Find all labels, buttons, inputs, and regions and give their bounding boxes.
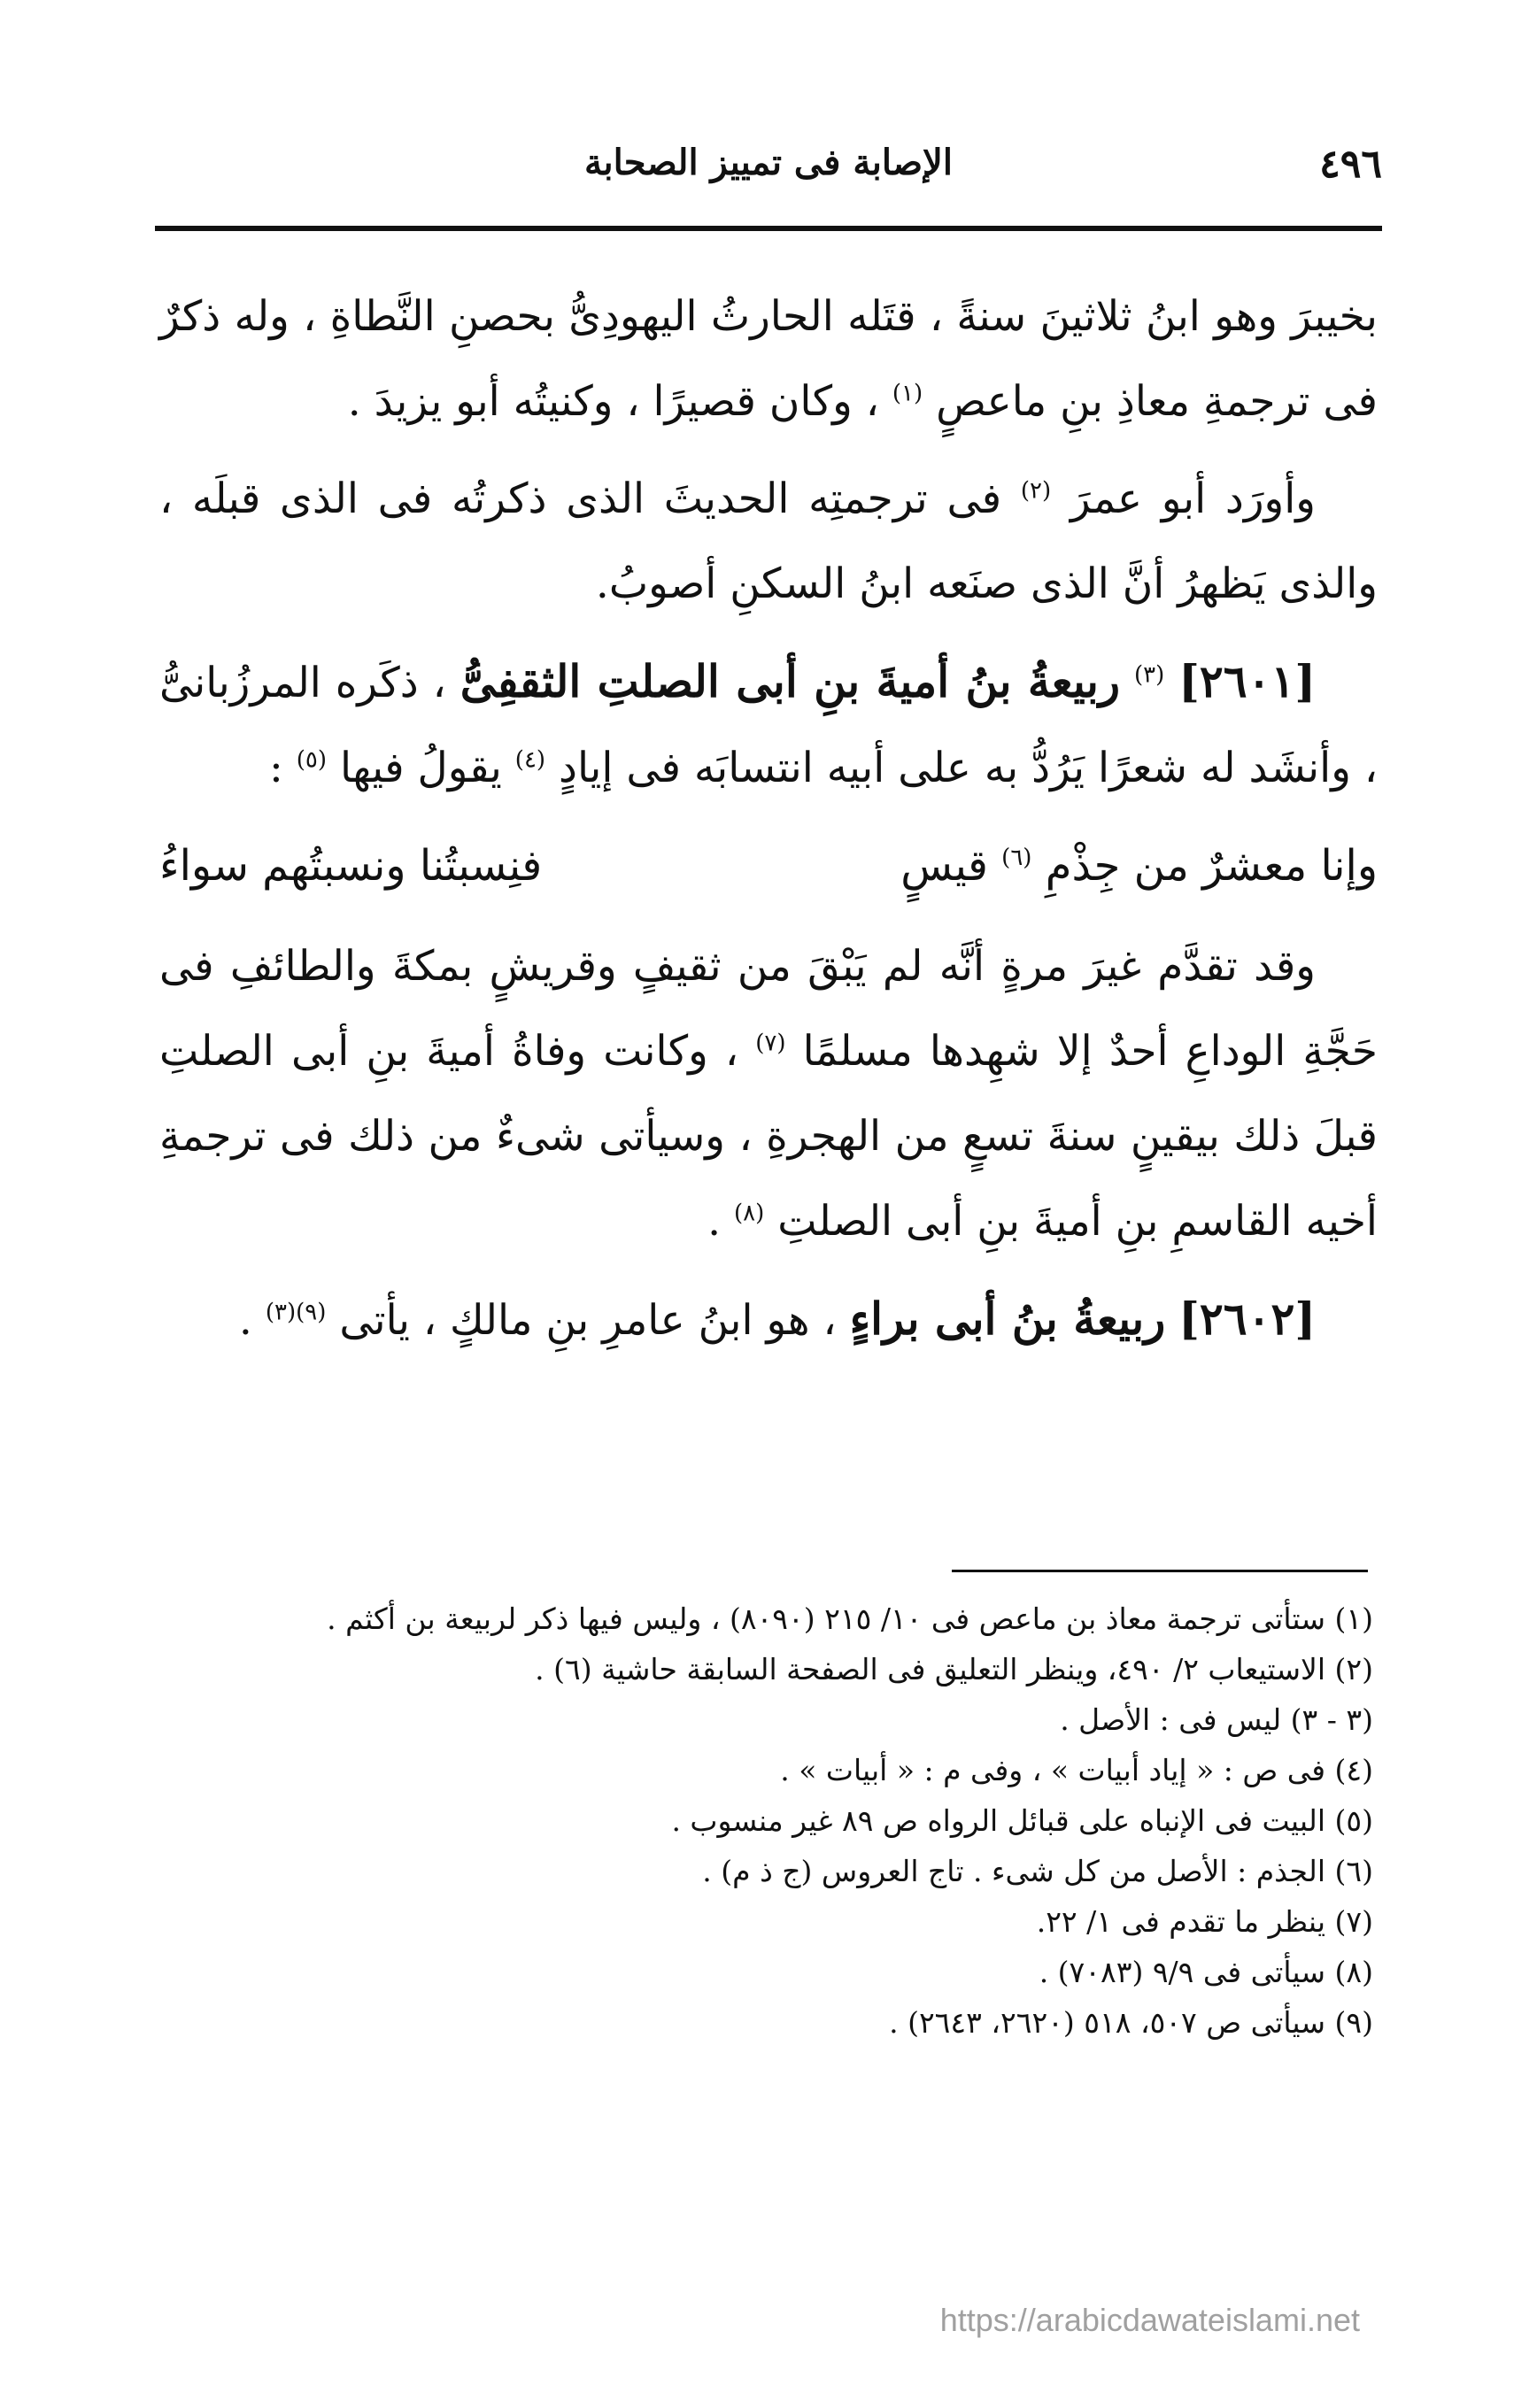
poem-verse: [159, 823, 1378, 908]
poem-text: وإنا معشرٌ من جِذْمِ: [1045, 841, 1378, 891]
watermark-url: https://arabicdawateislami.net: [939, 2302, 1360, 2338]
entry-2601: [159, 639, 1378, 811]
header-rule: [155, 226, 1382, 231]
paragraph-1: [159, 274, 1378, 444]
paragraph-text: .: [707, 1197, 722, 1246]
paragraph-text: وأورَد أبو عمرَ: [1070, 475, 1316, 523]
footnote-ref[interactable]: (٨): [734, 1200, 765, 1227]
footnote-ref[interactable]: (٦): [1001, 845, 1032, 871]
entry-text: .: [238, 1296, 252, 1345]
paragraph-text: ، وكانت وفاةُ أميةَ بنِ أبى الصلتِ قبلَ ذلك بيقينٍ سنةَ تسعٍ من الهجرةِ ، وسيأتى شىءٌ من ذلك فى ترجمةِ أخيه القاسمِ بنِ أميةَ بنِ أبى الصلتِ: [159, 1027, 1378, 1246]
footnote-7: (٧) ينظر ما تقدم فى ١/ ٢٢.: [1036, 1904, 1373, 1939]
footnote-9: (٩) سيأتى ص ٥٠٧، ٥١٨ (٢٦٢٠، ٢٦٤٣) .: [889, 2005, 1373, 2040]
entry-name: ربيعةُ بنُ أبى براءٍ: [849, 1293, 1166, 1345]
footnote-1: (١) ستأتى ترجمة معاذ بن ماعص فى ١٠/ ٢١٥ (٨٠٩٠) ، وليس فيها ذكر لربيعة بن أكثم .: [327, 1601, 1373, 1636]
entry-text: يقولُ فيها: [339, 744, 502, 792]
footnote-ref[interactable]: (٧): [755, 1030, 786, 1057]
footnote-ref[interactable]: (٩)(٣): [265, 1299, 327, 1326]
paragraph-text: ، وكان قصيرًا ، وكنيتُه أبو يزيدَ .: [347, 377, 879, 426]
footnote-2: (٢) الاستيعاب ٢/ ٤٩٠، وينظر التعليق فى الصفحة السابقة حاشية (٦) .: [535, 1652, 1373, 1686]
entry-number: [٢٦٠٢]: [1178, 1293, 1316, 1345]
paragraph-text: فى ترجمتِه الحديثَ الذى ذكرتُه فى الذى قبلَه ، والذى يَظهرُ أنَّ الذى صنَعه ابنُ السكنِ أصوبُ.: [159, 475, 1378, 608]
paragraph-text: وقد تقدَّم غيرَ مرةٍ أنَّه لم يَبْقَ من ثقيفٍ وقريشٍ بمكةَ والطائفِ فى حَجَّةِ الوداعِ أحدٌ إلا شهِدها مسلمًا: [159, 942, 1378, 1076]
footnote-6: (٦) الجذم : الأصل من كل شىء . تاج العروس (ج ذ م) .: [702, 1854, 1373, 1888]
paragraph-3: [159, 924, 1378, 1264]
footnote-ref[interactable]: (١): [892, 380, 923, 407]
entry-2602: [159, 1277, 1378, 1363]
entry-text: :: [268, 744, 283, 792]
footnote-separator: [952, 1570, 1368, 1572]
entry-text: ، هو ابنُ عامرِ بنِ مالكٍ ، يأتى: [339, 1296, 837, 1345]
entry-text: ، ذكَره المرزُبانىُّ ، وأنشَد له شعرًا يَرُدُّ به على أبيه انتسابَه فى إيادٍ: [159, 659, 1378, 792]
poem-hemistich-first: [900, 823, 1378, 908]
running-header: [155, 142, 1382, 204]
footnote-ref[interactable]: (٣): [1133, 661, 1165, 689]
poem-hemistich-second: فنِسبتُنا ونسبتُهم سواءُ: [159, 841, 543, 891]
footnote-ref[interactable]: (٢): [1020, 477, 1052, 505]
footnote-ref[interactable]: (٤): [514, 746, 546, 774]
footnote-4: (٤) فى ص : « إياد أبيات » ، وفى م : « أبيات » .: [780, 1753, 1373, 1787]
entry-name: ربيعةُ بنُ أميةَ بنِ أبى الصلتِ الثقفِىُّ: [460, 655, 1121, 707]
footnote-ref[interactable]: (٥): [296, 746, 328, 774]
poem-text: قيسٍ: [900, 841, 988, 891]
footnote-5: (٥) البيت فى الإنباه على قبائل الرواه ص ٨٩ غير منسوب .: [671, 1803, 1373, 1838]
footnotes: [159, 1594, 1373, 2048]
page-number: ٤٩٦: [1319, 142, 1382, 187]
footnote-3: (٣ - ٣) ليس فى : الأصل .: [1060, 1702, 1373, 1737]
main-text: [159, 274, 1378, 1376]
book-title: الإصابة فى تمييز الصحابة: [584, 142, 953, 183]
entry-number: [٢٦٠١]: [1178, 655, 1316, 707]
paragraph-2: [159, 457, 1378, 627]
paragraph-text: بخيبرَ وهو ابنُ ثلاثينَ سنةً ، قتَله الحارثُ اليهودِىُّ بحصنِ النَّطاةِ ، وله ذكرٌ فى ترجمةِ معاذِ بنِ ماعصٍ: [159, 292, 1378, 426]
footnote-8: (٨) سيأتى فى ٩/٩ (٧٠٨٣) .: [1039, 1955, 1373, 1989]
